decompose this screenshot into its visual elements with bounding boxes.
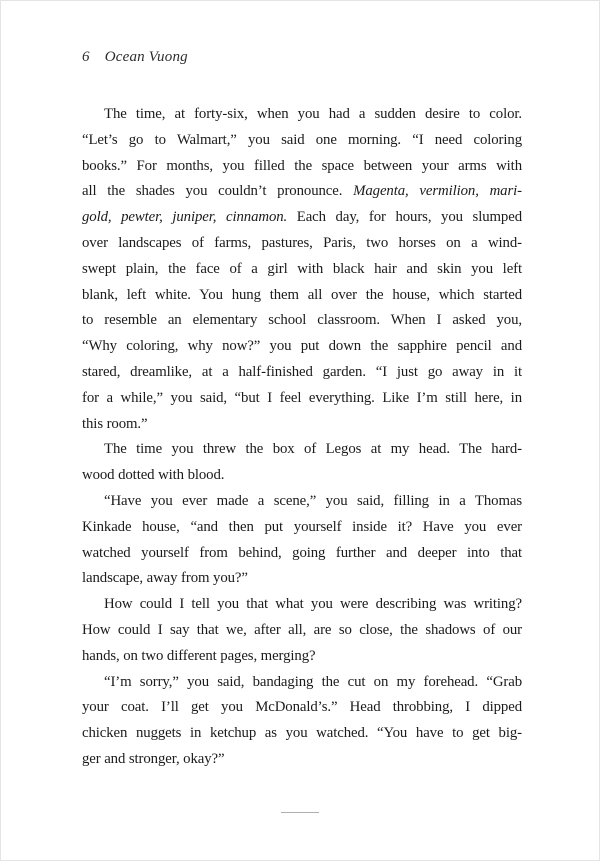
text-line: stared, dreamlike, at a half-finished garden. “I just go away in it: [82, 363, 522, 380]
text-line: all the shades you couldn’t pronounce. Magenta, vermilion, mari-: [82, 183, 522, 200]
text-line: to resemble an elementary school classroom. When I asked you,: [82, 312, 522, 329]
body-text: [82, 102, 522, 773]
text-line: “Have you ever made a scene,” you said, filling in a Thomas: [104, 492, 522, 509]
text-line: chicken nuggets in ketchup as you watched. “You have to get big-: [82, 725, 522, 742]
text-line: How could I tell you that what you were describing was writing?: [104, 596, 522, 613]
text-line: The time you threw the box of Legos at my head. The hard-: [104, 441, 522, 458]
text-line: this room.”: [82, 415, 148, 432]
text-line: your coat. I’ll get you McDonald’s.” Head throbbing, I dipped: [82, 699, 522, 716]
section-divider: [281, 812, 319, 813]
text-line: swept plain, the face of a girl with black hair and skin you left: [82, 260, 522, 277]
text-line: hands, on two different pages, merging?: [82, 647, 316, 664]
text-line: landscape, away from you?”: [82, 570, 248, 587]
running-head-author: Ocean Vuong: [104, 49, 188, 65]
text-line: wood dotted with blood.: [82, 467, 225, 484]
page-number: 6: [82, 49, 90, 65]
text-line: books.” For months, you filled the space between your arms with: [82, 157, 522, 174]
text-line: blank, left white. You hung them all over the house, which started: [82, 286, 522, 303]
text-line: ger and stronger, okay?”: [82, 750, 225, 767]
text-line: watched yourself from behind, going further and deeper into that: [82, 544, 522, 561]
text-line: “Let’s go to Walmart,” you said one morning. “I need coloring: [82, 131, 522, 148]
text-line: for a while,” you said, “but I feel everything. Like I’m still here, in: [82, 389, 522, 406]
text-line: over landscapes of farms, pastures, Paris, two horses on a wind-: [82, 234, 522, 251]
text-line: “Why coloring, why now?” you put down the sapphire pencil and: [82, 338, 522, 355]
text-line: “I’m sorry,” you said, bandaging the cut on my forehead. “Grab: [104, 673, 522, 690]
running-header: [82, 49, 188, 66]
text-line: gold, pewter, juniper, cinnamon. Each day, for hours, you slumped: [82, 209, 523, 226]
text-line: How could I say that we, after all, are so close, the shadows of our: [82, 621, 522, 638]
text-line: The time, at forty-six, when you had a sudden desire to color.: [104, 106, 522, 122]
text-line: Kinkade house, “and then put yourself inside it? Have you ever: [82, 518, 522, 535]
